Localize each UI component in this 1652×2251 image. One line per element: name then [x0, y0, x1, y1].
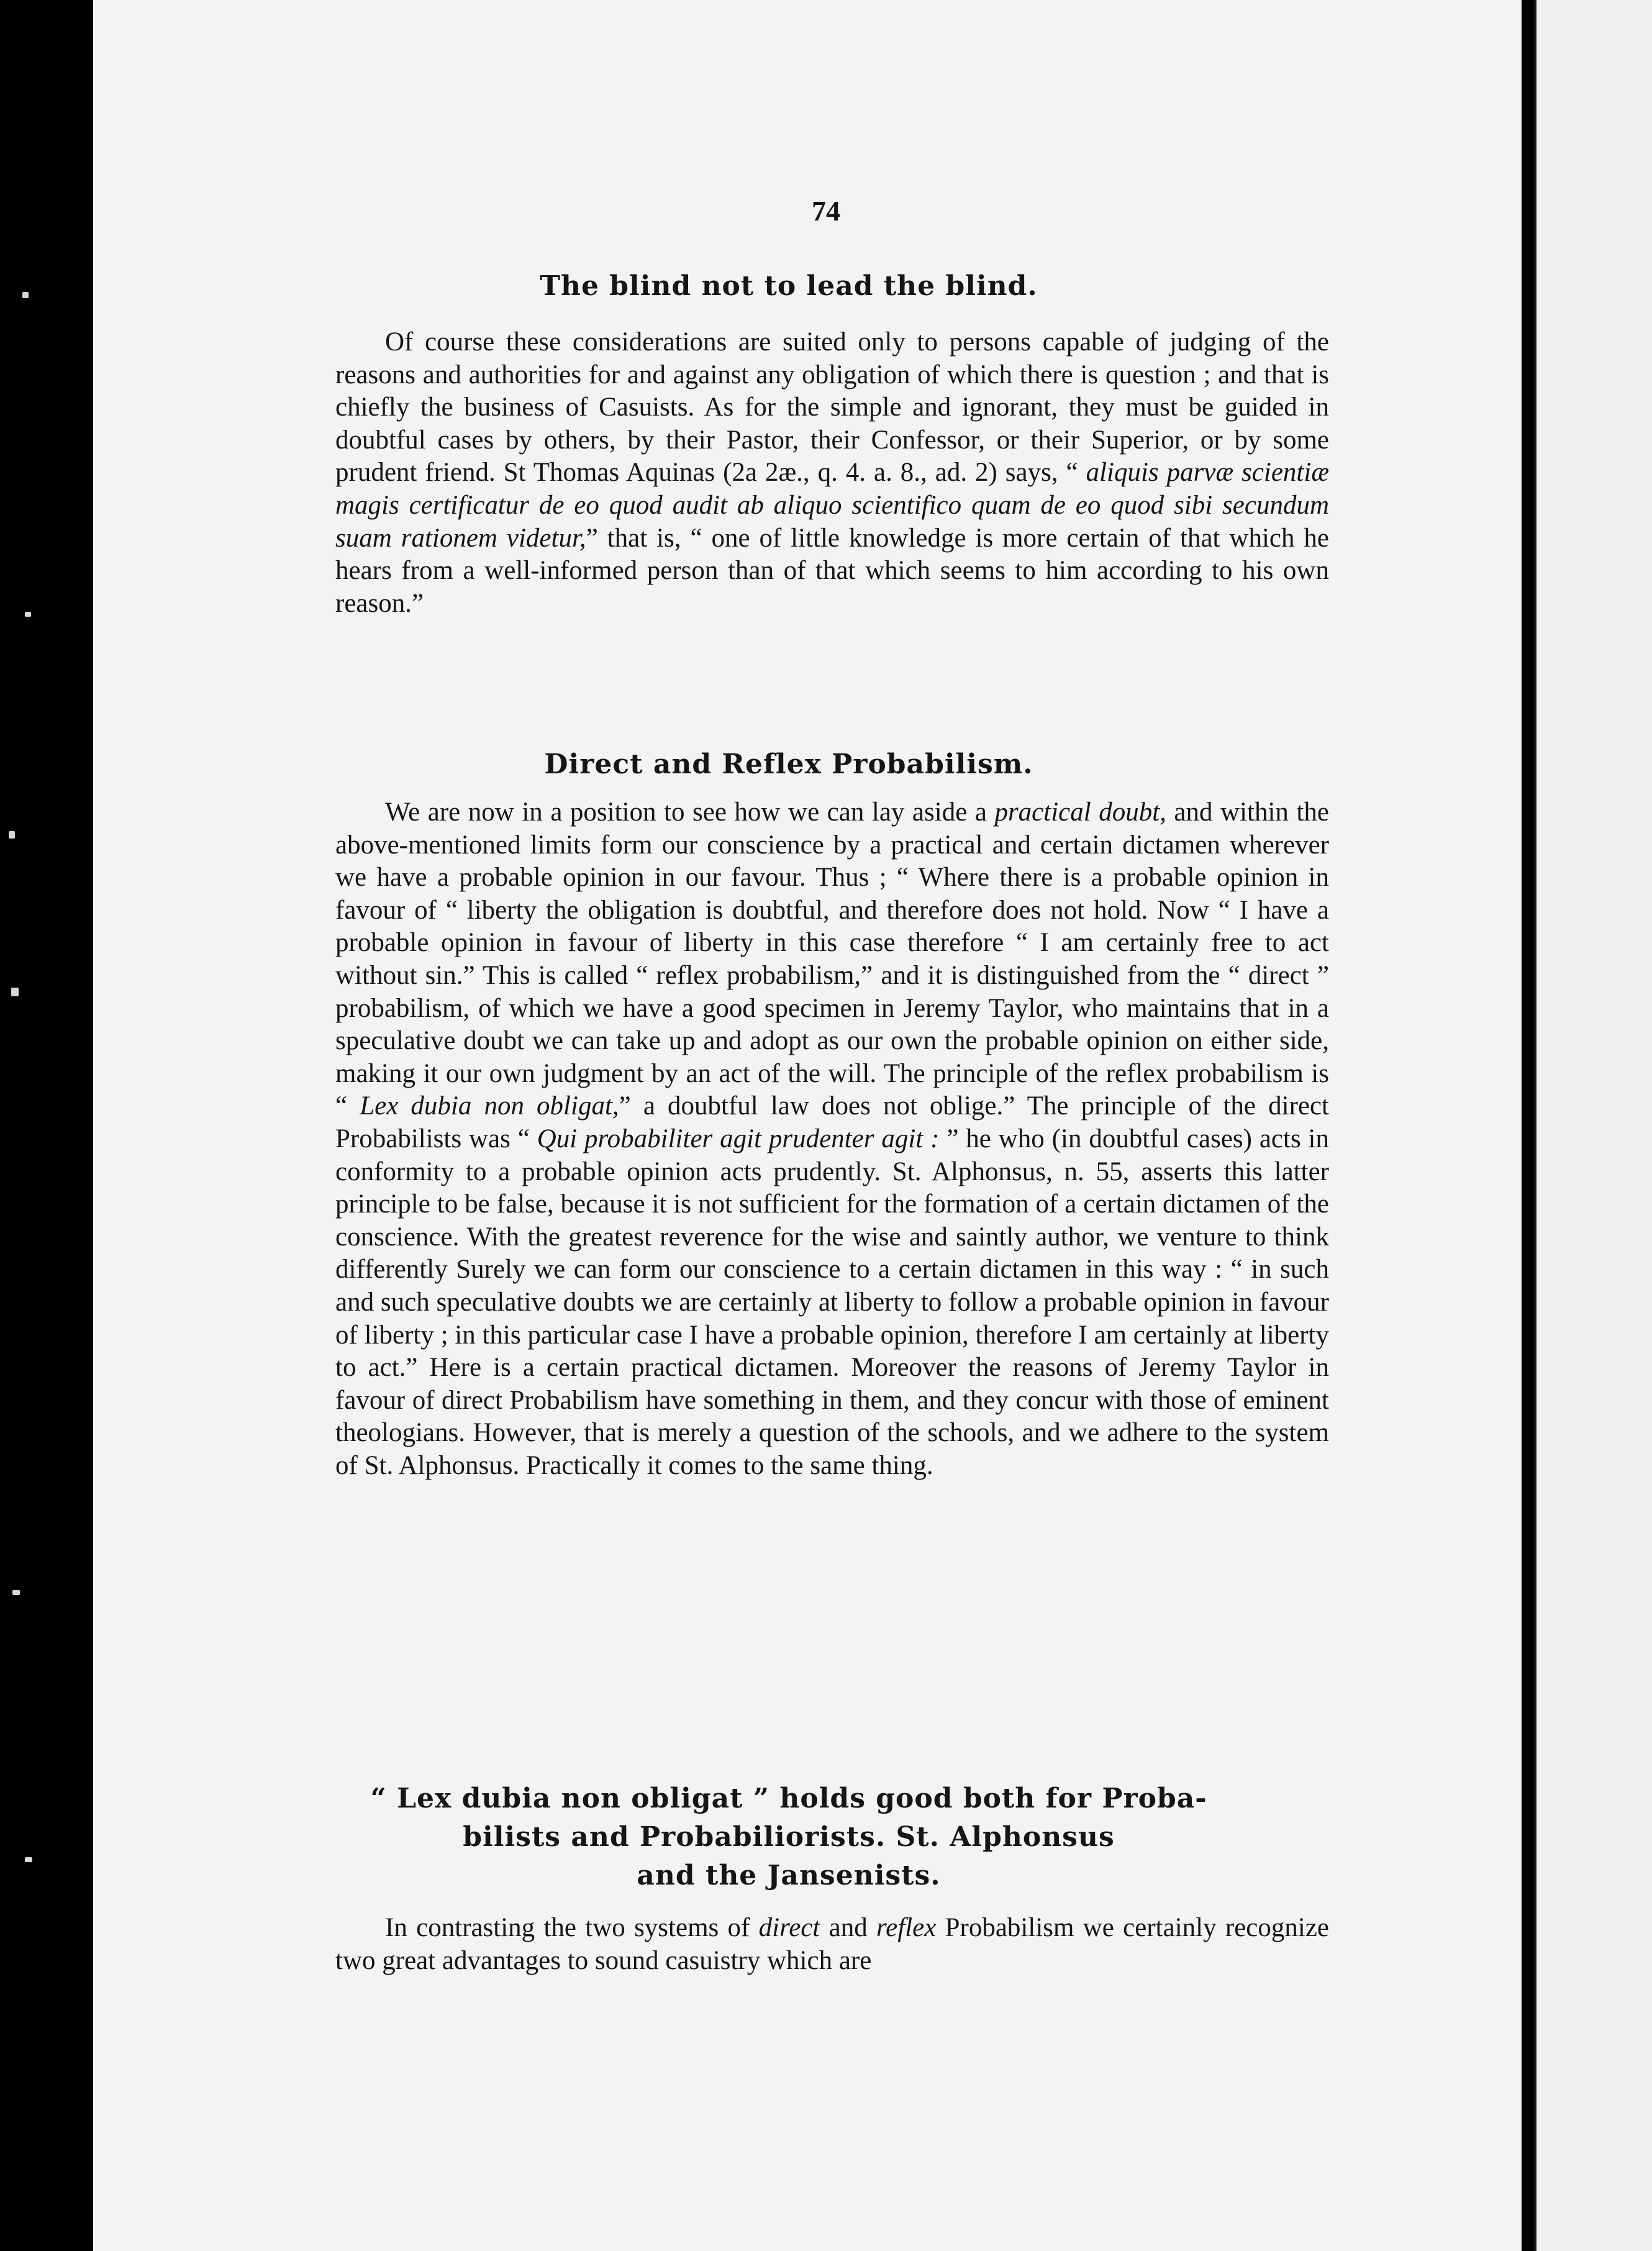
- page-number: 74: [812, 195, 840, 227]
- scan-speck: [25, 1857, 32, 1862]
- scan-speck: [11, 988, 19, 996]
- scan-speck: [25, 612, 31, 617]
- section-heading-lex-dubia: [242, 1780, 1335, 1895]
- text-run: and within the above-mentioned limits form our conscience by a practical and certain dictamen wherever we have a probable opinion in our favour. Thus ; “ Where there is a probable opinion in favour of “ liberty the obligation is doubtful, and therefore does not hold. Now “ I have a probable opinion in favour of liberty in this case therefore “ I am certainly free to act without sin.” This is called “ reflex probabilism,” and it is distinguished from the “ direct ” probabilism, of which we have a good specimen in Jeremy Taylor, who maintains that in a speculative doubt we can take up and adopt as our own the probable opinion on either side, making it our own judgment by an act of the will. The principle of the reflex probabilism is “: [335, 798, 1329, 1121]
- heading-line: bilists and Probabiliorists. St. Alphonsus: [463, 1821, 1115, 1853]
- italic-text-run: Qui probabiliter agit prudenter agit :: [537, 1124, 940, 1153]
- text-run: Of course these considerations are suited only to persons capable of judging of the reasons and authorities for and against any obligation of which there is question ; and that is chiefly the business of Casuists. As for the simple and ignorant, they must be guided in doubtful cases by others, by their Pastor, their Confessor, or their Superior, or by some prudent friend. St Thomas Aquinas (2a 2æ., q. 4. a. 8., ad. 2) says, “: [335, 327, 1329, 488]
- text-run: We are now in a position to see how we can lay aside a: [385, 798, 995, 827]
- scan-speck: [22, 292, 29, 298]
- section-heading-probabilism: Direct and Reflex Probabilism.: [544, 748, 1033, 780]
- scan-speck: [12, 1590, 20, 1595]
- paragraph-blind: [335, 326, 1329, 620]
- section-heading-blind: The blind not to lead the blind.: [540, 270, 1038, 302]
- text-run: ” that is, “ one of little knowledge is more certain of that which he hears from a well-informed person than of that which seems to him according to his own reason.”: [335, 523, 1329, 618]
- italic-text-run: reflex: [876, 1913, 937, 1942]
- scan-speck: [9, 831, 15, 839]
- text-run: and: [820, 1913, 877, 1942]
- text-run: ” a doubtful law does not oblige.” The principle of the direct Probabilists was “: [335, 1091, 1330, 1153]
- italic-text-run: aliquis parvæ scientiæ magis certificatur de eo quod audit ab aliquo scientifico quam de eo quod sibi secundum suam rationem videtur,: [335, 458, 1329, 553]
- paragraph-probabilism: [335, 796, 1329, 1482]
- heading-line: and the Jansenists.: [637, 1860, 941, 1891]
- text-run: In contrasting the two systems of: [385, 1913, 759, 1942]
- paragraph-lex-dubia: [335, 1912, 1329, 1977]
- text-run: Probabilism we certainly recognize two great advantages to sound casuistry which are: [335, 1913, 1329, 1975]
- text-run: ” he who (in doubtful cases) acts in conformity to a probable opinion acts prudently. St. Alphonsus, n. 55, asserts this latter principle to be false, because it is not sufficient for the formation of a certain dictamen of the conscience. With the greatest reverence for the wise and saintly author, we venture to think differently Surely we can form our conscience to a certain dictamen in this way : “ in such and such speculative doubts we are certainly at liberty to follow a probable opinion in favour of liberty ; in this particular case I have a probable opinion, therefore I am certainly at liberty to act.” Here is a certain practical dictamen. Moreover the reasons of Jeremy Taylor in favour of direct Probabilism have something in them, and they concur with those of eminent theologians. However, that is merely a question of the schools, and we adhere to the system of St. Alphonsus. Practically it comes to the same thing.: [335, 1124, 1329, 1480]
- heading-line: “ Lex dubia non obligat ” holds good both for Proba-: [370, 1783, 1207, 1814]
- adjacent-page-edge: [1534, 0, 1652, 2251]
- italic-text-run: practical doubt,: [994, 798, 1166, 827]
- italic-text-run: Lex dubia non obligat,: [360, 1091, 619, 1121]
- italic-text-run: direct: [758, 1913, 820, 1942]
